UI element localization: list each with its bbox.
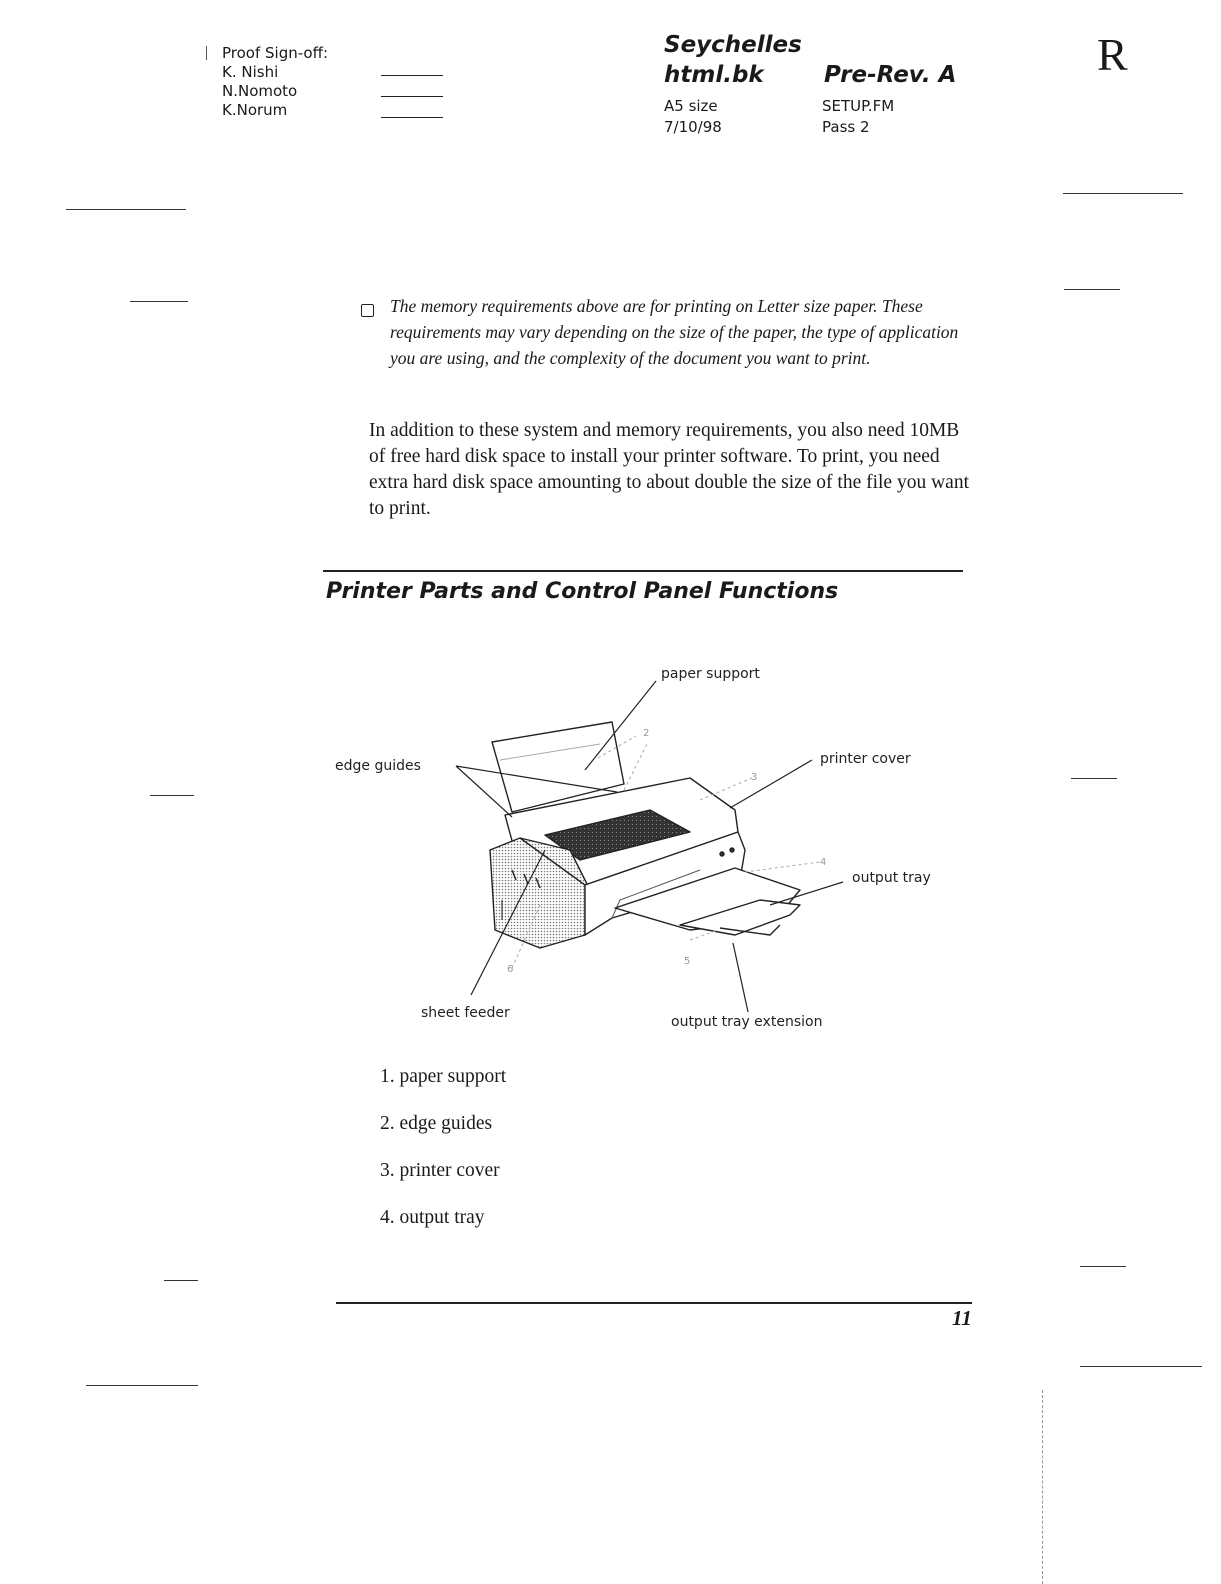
label-paper-support: paper support: [661, 666, 760, 682]
corner-mark: R: [1097, 29, 1128, 80]
section-title: Printer Parts and Control Panel Functions: [326, 579, 839, 604]
page-size: A5 size: [664, 97, 718, 115]
label-sheet-feeder: sheet feeder: [421, 1005, 510, 1021]
callout-number: 4: [820, 857, 827, 868]
signer-name: K.Norum: [222, 101, 288, 119]
footer-rule: [336, 1302, 972, 1304]
callout-number: 3: [751, 772, 758, 783]
signer-name: N.Nomoto: [222, 82, 298, 100]
file-name: SETUP.FM: [822, 97, 895, 115]
page-number: 11: [952, 1306, 972, 1330]
pass-label: Pass 2: [822, 118, 870, 136]
list-item: 3. printer cover: [380, 1160, 500, 1181]
date: 7/10/98: [664, 118, 722, 136]
callout-number: 6: [507, 964, 514, 975]
memory-note: The memory requirements above are for printing on Letter size paper. These requirements may vary depending on the size of the paper, the type of application you are using, and the complexity of the document you want to print.: [390, 296, 959, 368]
callout-number: 2: [643, 728, 650, 739]
label-output-tray-extension: output tray extension: [671, 1014, 823, 1030]
label-edge-guides: edge guides: [335, 758, 421, 774]
book-title: Seychelles: [664, 32, 802, 58]
list-item: 1. paper support: [380, 1066, 507, 1087]
label-output-tray: output tray: [852, 870, 931, 886]
printer-body: [490, 722, 800, 948]
book-file: html.bk: [664, 62, 764, 88]
revision-label: Pre-Rev. A: [824, 62, 957, 88]
signer-name: K. Nishi: [222, 63, 279, 81]
callout-number: 5: [684, 956, 691, 967]
proof-signoff-label: Proof Sign-off:: [222, 44, 328, 62]
requirements-paragraph: In addition to these system and memory requirements, you also need 10MB of free hard disk space to install your printer software. To print, you need extra hard disk space amounting to about double the size of the file you want to print.: [369, 420, 969, 519]
list-item: 4. output tray: [380, 1207, 485, 1228]
label-printer-cover: printer cover: [820, 751, 911, 767]
list-item: 2. edge guides: [380, 1113, 493, 1134]
